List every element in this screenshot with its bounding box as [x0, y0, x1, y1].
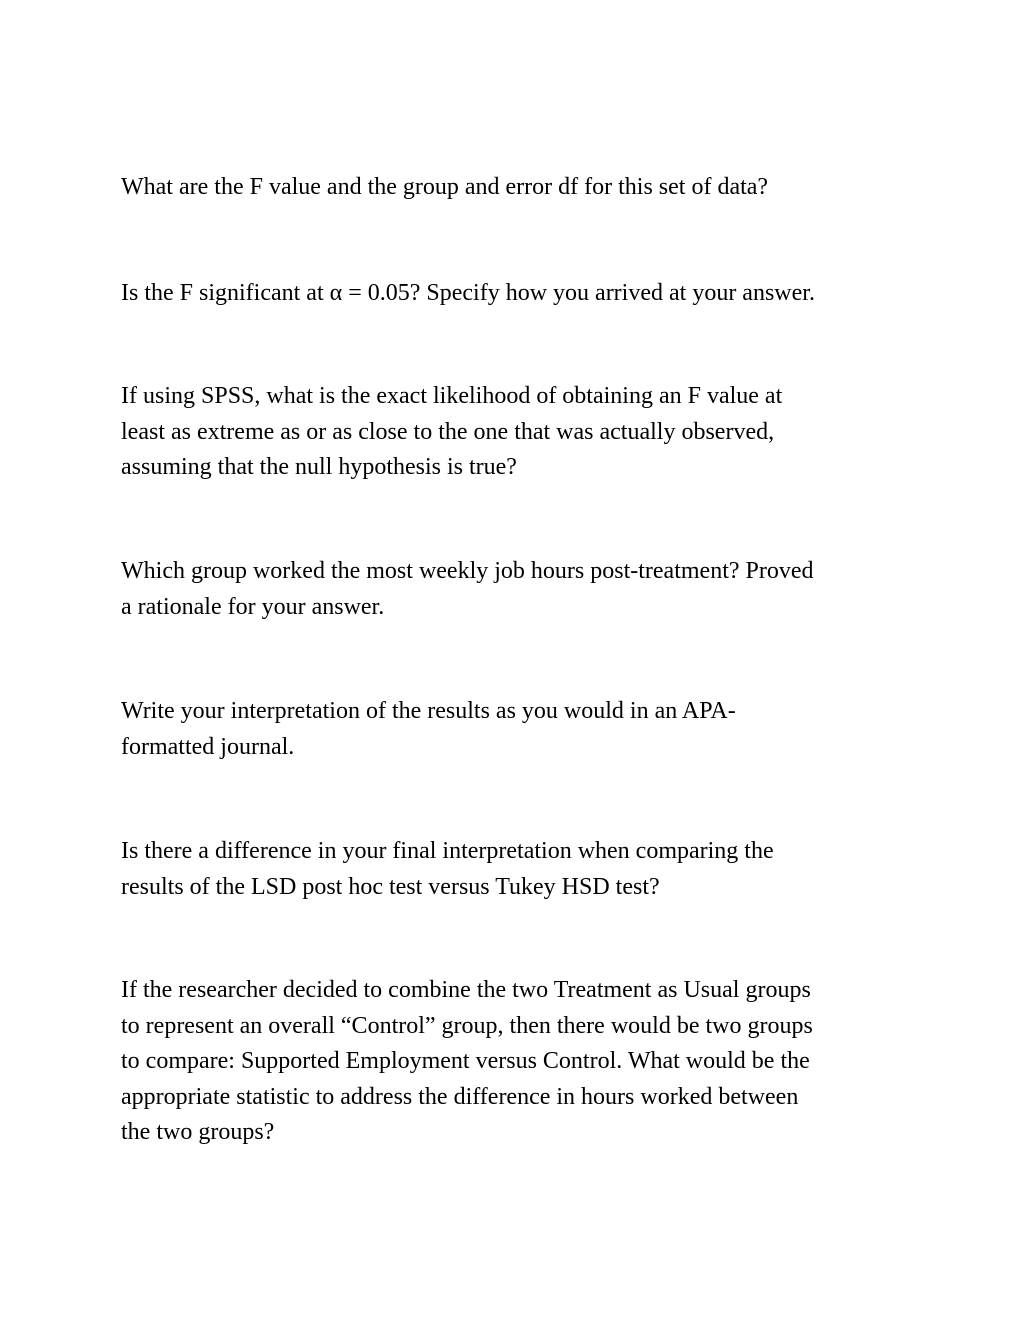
question-line: Is there a difference in your final interpretation when comparing the: [121, 838, 774, 864]
question-line: the two groups?: [121, 1119, 275, 1145]
question-line: Which group worked the most weekly job hours post-treatment? Proved: [121, 558, 814, 584]
question-line: Write your interpretation of the results as you would in an APA-: [121, 698, 736, 724]
question-f-significance: [121, 276, 911, 312]
question-f-value-df: [121, 170, 911, 206]
question-line: assuming that the null hypothesis is true?: [121, 454, 517, 480]
question-line: If the researcher decided to combine the two Treatment as Usual groups: [121, 977, 811, 1003]
question-line: least as extreme as or as close to the one that was actually observed,: [121, 418, 775, 445]
question-combined-control: [121, 973, 911, 1151]
question-line: formatted journal.: [121, 733, 295, 760]
question-line: results of the LSD post hoc test versus Tukey HSD test?: [121, 873, 660, 900]
question-most-hours-group: [121, 554, 911, 625]
question-line: a rationale for your answer.: [121, 593, 385, 620]
question-spss-likelihood: [121, 379, 911, 486]
question-line: What are the F value and the group and error df for this set of data?: [121, 174, 769, 200]
question-lsd-vs-tukey: [121, 834, 911, 905]
question-line: appropriate statistic to address the difference in hours worked between: [121, 1083, 799, 1110]
question-apa-interpretation: [121, 694, 911, 765]
question-line: Is the F significant at α = 0.05? Specify how you arrived at your answer.: [121, 280, 815, 306]
question-line: to represent an overall “Control” group, then there would be two groups: [121, 1012, 813, 1039]
question-line: to compare: Supported Employment versus Control. What would be the: [121, 1048, 810, 1074]
question-line: If using SPSS, what is the exact likelihood of obtaining an F value at: [121, 383, 783, 409]
